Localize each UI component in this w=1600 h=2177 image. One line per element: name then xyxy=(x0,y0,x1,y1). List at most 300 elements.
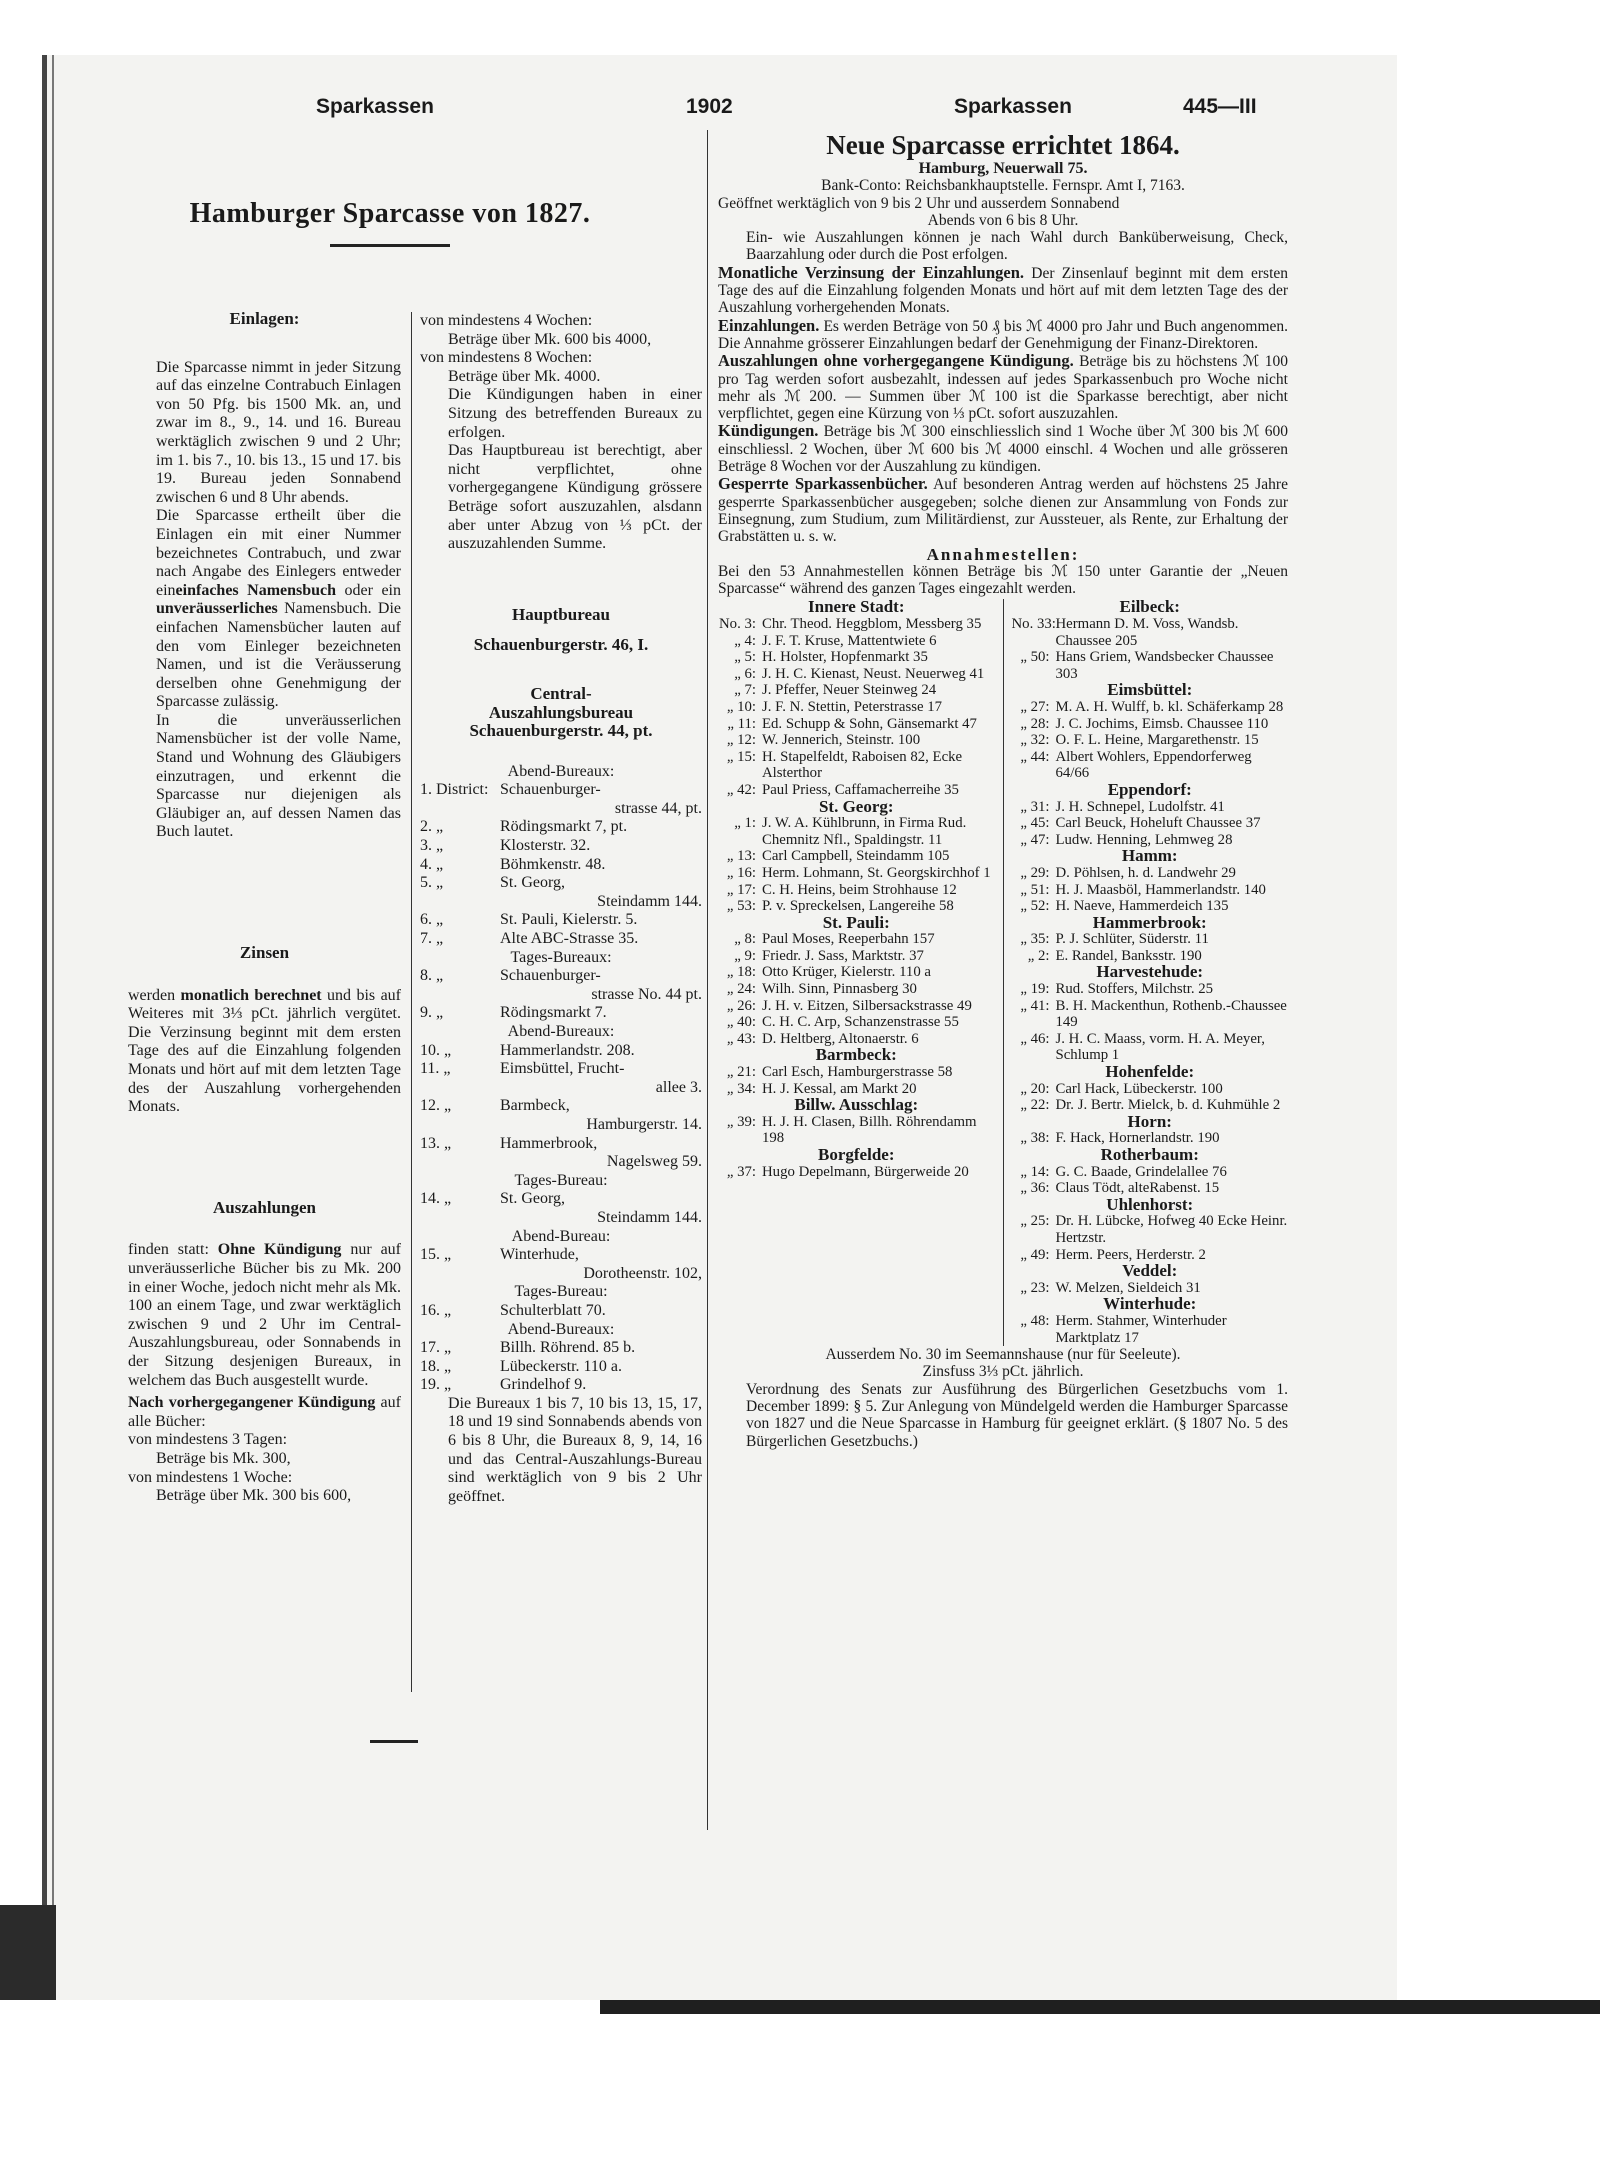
annahmestelle-number: „ 32: xyxy=(1020,732,1050,749)
annahmestelle-address: O. F. L. Heine, Margarethenstr. 15 xyxy=(1055,732,1259,749)
annahmestelle-number: „ 47: xyxy=(1020,831,1050,848)
annahmestelle-entry xyxy=(718,666,995,683)
annahmestelle-number: „ 17: xyxy=(726,881,756,898)
annahmestelle-number: „ 12: xyxy=(726,732,756,749)
bureau-address: Eimsbüttel, Frucht- xyxy=(500,1060,625,1078)
annahmestelle-number: „ 27: xyxy=(1020,698,1050,715)
bureau-entry xyxy=(420,1376,702,1395)
bureau-entry xyxy=(420,1190,702,1227)
annahmestellen-divider xyxy=(1003,599,1004,1346)
annahmestelle-number: „ 29: xyxy=(1020,864,1050,881)
bureau-number: 12. „ xyxy=(420,1097,452,1115)
bureau-number: 14. „ xyxy=(420,1190,452,1208)
district-heading: Borgfelde: xyxy=(818,1145,895,1165)
bureau-address-cont: Hamburgerstr. 14. xyxy=(586,1115,702,1133)
neue-sparcasse-title: Neue Sparcasse errichtet 1864. xyxy=(826,130,1180,160)
neue-sparcasse-address: Hamburg, Neuerwall 75. xyxy=(918,160,1088,177)
district-heading: Winterhude: xyxy=(1103,1294,1197,1314)
abend-bureaux-label-2: Abend-Bureaux: xyxy=(507,1023,615,1040)
annahmestelle-number: „ 10: xyxy=(726,698,756,715)
annahmestelle-address: F. Hack, Hornerlandstr. 190 xyxy=(1055,1130,1220,1147)
bureau-entry xyxy=(420,1004,702,1023)
annahmestelle-entry xyxy=(718,931,995,948)
annahmestelle-address: H. Naeve, Hammerdeich 135 xyxy=(1055,898,1229,915)
annahmestelle-number: „ 38: xyxy=(1020,1130,1050,1147)
annahmestelle-number: „ 40: xyxy=(726,1014,756,1031)
annahmestelle-address: B. H. Mackenthun, Rothenb.-Chaussee 149 xyxy=(1055,997,1287,1031)
annahmestelle-number: „ 22: xyxy=(1020,1097,1050,1114)
annahmestelle-address: P. v. Spreckelsen, Langereihe 58 xyxy=(762,898,954,915)
annahmestelle-address: Carl Esch, Hamburgerstrasse 58 xyxy=(762,1064,953,1081)
bureaux-list-d xyxy=(420,1339,702,1395)
verzinsung-para: Monatliche Verzinsung der Einzahlungen. Der Zinsenlauf beginnt mit dem ersten Tage des auf die Einzahlung folgenden Monats und hört auf mit dem letzten Tage des der Auszahlung vorhergehenden Monats. xyxy=(718,262,1289,317)
annahmestelle-address: E. Randel, Banksstr. 190 xyxy=(1055,947,1202,964)
annahmestelle-entry xyxy=(718,699,995,716)
annahmestelle-entry xyxy=(718,964,995,981)
bureau-number: 19. „ xyxy=(420,1376,452,1394)
bureau-number: 13. „ xyxy=(420,1134,452,1152)
annahmestelle-number: „ 2: xyxy=(1027,947,1050,964)
frist-1-woche: von mindestens 1 Woche: xyxy=(128,1468,293,1486)
hauptbureau-heading: Hauptbureau xyxy=(512,604,610,624)
contrabuch-text: Die Sparcasse ertheilt über die Einlagen ein mit einer Nummer bezeichnetes Contrabuch, und zwar nach Angabe des Einlegers entweder eineinfaches Namensbuch oder ein unveräusserliches Namensbuch. Die einfachen Namensbücher lauten auf den vom Einleger bezeichneten Namen, und ist die Veräusserung derselben ohne Genehmigung der Sparcasse zulässig. xyxy=(156,507,401,711)
oeffnungszeiten-note: Die Bureaux 1 bis 7, 10 bis 13, 15, 17, 18 und 19 sind Sonnabends abends von 6 bis 8 Uhr, die Bureaux 8, 9, 14, 16 und das Central-Auszahlungs-Bureau sind werktäglich von 9 bis 2 Uhr geöffnet. xyxy=(448,1394,702,1505)
page-number: 445—III xyxy=(1183,95,1257,118)
frist-3-tage-betrag: Beträge bis Mk. 300, xyxy=(156,1449,291,1467)
title-rule xyxy=(330,244,450,247)
district-heading: Barmbeck: xyxy=(815,1045,897,1065)
annahmestelle-entry xyxy=(718,865,995,882)
annahmestelle-address: M. A. H. Wulff, b. kl. Schäferkamp 28 xyxy=(1055,698,1284,715)
annahmestellen-col-1 xyxy=(718,599,995,1346)
annahmestelle-entry xyxy=(718,1164,995,1181)
frist-4-wochen: von mindestens 4 Wochen: xyxy=(420,312,593,329)
bureau-address-cont: strasse No. 44 pt. xyxy=(591,985,702,1003)
bureau-address: Schulterblatt 70. xyxy=(500,1301,606,1319)
annahmestelle-number: „ 34: xyxy=(726,1080,756,1097)
running-header-left: Sparkassen xyxy=(316,95,434,118)
bureau-number: 3. „ xyxy=(420,837,444,855)
district-heading: Eimsbüttel: xyxy=(1107,680,1193,700)
bureau-entry xyxy=(420,1358,702,1377)
bureau-number: 6. „ xyxy=(420,911,444,929)
annahmestelle-number: „ 44: xyxy=(1020,748,1050,765)
middle-column xyxy=(420,312,702,1506)
annahmestelle-address: Otto Krüger, Kielerstr. 110 a xyxy=(762,964,931,981)
kuendigungen-para: Kündigungen. Beträge bis ℳ 300 einschliesslich sind 1 Woche über ℳ 300 bis ℳ 600 einschliessl. 2 Wochen, über ℳ 600 bis ℳ 4000 einschl. 4 Wochen und alle grösseren Beträge 8 Wochen vor der Auszahlung zu kündigen. xyxy=(718,421,1289,476)
central-address: Schauenburgerstr. 44, pt. xyxy=(469,721,653,741)
bureau-address: Schauenburger- xyxy=(500,781,601,799)
einlagen-text: Die Sparcasse nimmt in jeder Sitzung auf das einzelne Contrabuch Einlagen von 50 Pfg. bis 1500 Mk. an, und zwar im 8., 9., 14. und 16. Bureau werktäglich zwischen 9 und 2 Uhr; im 1. bis 7., 10. bis 13., 15 und 17. bis 19. Bureau jeden Sonnabend zwischen 6 und 8 Uhr abends. xyxy=(156,358,401,506)
district-heading: St. Georg: xyxy=(818,796,894,816)
left-title: Hamburger Sparcasse von 1827. xyxy=(189,198,591,229)
left-column xyxy=(128,310,401,1506)
central-heading-1: Central- xyxy=(530,683,592,703)
tages-bureaux-label: Tages-Bureaux: xyxy=(510,948,612,966)
kuendigungen-note: Die Kündigungen haben in einer Sitzung des betreffenden Bureaux zu erfolgen. xyxy=(448,386,702,441)
column-divider-left xyxy=(411,312,412,1692)
frist-4-wochen-betrag: Beträge über Mk. 600 bis 4000, xyxy=(448,330,652,348)
annahmestelle-address: Albert Wohlers, Eppendorferweg 64/66 xyxy=(1055,748,1252,782)
annahmestelle-address: P. J. Schlüter, Süderstr. 11 xyxy=(1055,931,1209,948)
annahmestelle-entry xyxy=(1012,1164,1289,1181)
annahmestelle-number: „ 42: xyxy=(726,781,756,798)
annahmestelle-number: „ 31: xyxy=(1020,798,1050,815)
annahmestelle-address: J. Pfeffer, Neuer Steinweg 24 xyxy=(762,682,937,699)
bureaux-list-b xyxy=(420,967,702,1023)
annahmestelle-number: „ 51: xyxy=(1020,881,1050,898)
annahmestelle-address: H. J. Maasböl, Hammerlandstr. 140 xyxy=(1055,881,1266,898)
scan-bottom-edge xyxy=(600,2000,1600,2014)
annahmestelle-number: „ 43: xyxy=(726,1030,756,1047)
bureau-address: Winterhude, xyxy=(500,1246,579,1264)
annahmestelle-address: W. Jennerich, Steinstr. 100 xyxy=(762,732,921,749)
annahmestelle-address: D. Heltberg, Altonaerstr. 6 xyxy=(762,1030,919,1047)
bureau-entry xyxy=(420,1302,702,1321)
annahmestelle-number: „ 23: xyxy=(1020,1279,1050,1296)
gesperrte-heading: Gesperrte Sparkassenbücher. xyxy=(718,474,928,494)
annahmestelle-number: „ 48: xyxy=(1020,1312,1050,1329)
bureau-14 xyxy=(420,1190,702,1227)
annahmestelle-number: „ 50: xyxy=(1020,649,1050,666)
annahmestelle-entry xyxy=(718,882,995,899)
annahmestelle-number: „ 39: xyxy=(726,1113,756,1130)
annahmestelle-address: Paul Priess, Caffamacherreihe 35 xyxy=(762,781,959,798)
bureau-number: 10. „ xyxy=(420,1041,452,1059)
zinsen-heading: Zinsen xyxy=(239,943,290,963)
bureau-address: Grindelhof 9. xyxy=(500,1376,587,1394)
bureau-entry xyxy=(420,837,702,856)
district-heading: Hamm: xyxy=(1121,846,1178,866)
annahmestelle-entry xyxy=(718,1014,995,1031)
annahmestelle-entry xyxy=(1012,1213,1289,1246)
bureau-16 xyxy=(420,1302,702,1321)
annahmestelle-address: Carl Campbell, Steindamm 105 xyxy=(762,848,950,865)
annahmestelle-entry xyxy=(718,749,995,782)
bureau-number: 1. District: xyxy=(420,781,489,799)
auszahlungen-heading-right: Auszahlungen ohne vorhergegangene Kündigung. xyxy=(718,351,1074,371)
bureau-entry xyxy=(420,911,702,930)
bureau-address-cont: allee 3. xyxy=(655,1078,702,1096)
kuendigung-text: Nach vorhergegangener Kündigung auf alle Bücher: xyxy=(128,1394,401,1430)
annahmestelle-address: W. Melzen, Sieldeich 31 xyxy=(1055,1279,1201,1296)
bureau-address: Böhmkenstr. 48. xyxy=(500,855,606,873)
bureau-number: 17. „ xyxy=(420,1339,452,1357)
annahmestelle-number: „ 7: xyxy=(734,682,756,699)
bureau-number: 4. „ xyxy=(420,855,444,873)
bureau-address: Billh. Röhrend. 85 b. xyxy=(500,1339,636,1357)
district-heading: Eppendorf: xyxy=(1107,779,1192,799)
annahmestelle-entry xyxy=(718,732,995,749)
annahmestelle-number: „ 36: xyxy=(1020,1180,1050,1197)
annahmestelle-address: Carl Hack, Lübeckerstr. 100 xyxy=(1055,1080,1223,1097)
annahmestellen-text: Bei den 53 Annahmestellen können Beträge bis ℳ 150 unter Garantie der „Neuen Sparcasse“ während des ganzen Tages eingezahlt werden. xyxy=(718,562,1288,598)
annahmestelle-address: J. H. C. Kienast, Neust. Neuerweg 41 xyxy=(762,665,985,682)
frist-8-wochen-betrag: Beträge über Mk. 4000. xyxy=(448,367,601,385)
annahmestelle-entry xyxy=(718,948,995,965)
annahmestelle-entry xyxy=(718,848,995,865)
bureau-address-cont: Steindamm 144. xyxy=(597,892,702,910)
annahmestelle-address: H. J. Kessal, am Markt 20 xyxy=(762,1080,917,1097)
annahmestelle-address: Ed. Schupp & Sohn, Gänsemarkt 47 xyxy=(762,715,977,732)
annahmestelle-address: Friedr. J. Sass, Marktstr. 37 xyxy=(762,947,924,964)
bureau-address: Schauenburger- xyxy=(500,967,601,985)
annahmestellen-columns xyxy=(718,599,1288,1346)
bureau-entry xyxy=(420,1339,702,1358)
annahmestellen-col-2 xyxy=(1012,599,1289,1346)
gesperrte-para: Gesperrte Sparkassenbücher. Auf besonderen Antrag werden auf höchstens 25 Jahre gesperrte Sparkassenbücher ausgegeben; solche dienen zur Ansammlung von Fonds zur Einsegnung, zum Studium, zum Militärdienst, zur Aussteuer, als Rente, zur Erhaltung der Grabstätten u. s. w. xyxy=(718,474,1288,546)
annahmestelle-entry xyxy=(1012,998,1289,1031)
bureau-number: 5. „ xyxy=(420,874,444,892)
bureau-address: Barmbeck, xyxy=(500,1097,570,1115)
column-divider-right xyxy=(707,130,708,1830)
bureau-entry xyxy=(420,818,702,837)
abend-bureaux-label-3: Abend-Bureaux: xyxy=(507,1320,615,1338)
annahmestelle-entry xyxy=(718,815,995,848)
annahmestelle-address: Rud. Stoffers, Milchstr. 25 xyxy=(1055,981,1214,998)
annahmestelle-number: „ 35: xyxy=(1020,931,1050,948)
annahmestelle-number: „ 5: xyxy=(734,649,756,666)
annahmestelle-address: Wilh. Sinn, Pinnasberg 30 xyxy=(762,981,917,998)
annahmestelle-entry xyxy=(718,633,995,650)
bureau-number: 15. „ xyxy=(420,1246,452,1264)
annahmestelle-address: Claus Tödt, alteRabenst. 15 xyxy=(1055,1180,1220,1197)
annahmestelle-entry xyxy=(718,616,995,633)
annahmestelle-entry xyxy=(1012,799,1289,816)
district-heading: Horn: xyxy=(1127,1111,1172,1131)
bureau-address: St. Georg, xyxy=(500,1190,566,1208)
hauptbureau-note: Das Hauptbureau ist berechtigt, aber nicht verpflichtet, ohne vorhergegangene Kündigung grössere Beträge sofort auszuzahlen, alsdann aber unter Abzug von ⅓ pCt. der auszuzahlenden Summe. xyxy=(448,442,702,553)
einzahlungen-para: Einzahlungen. Es werden Beträge von 50 ₰ bis ℳ 4000 pro Jahr und Buch angenommen. Die Annahme grösserer Einzahlungen bedarf der Genehmigung der Finanz-Direktoren. xyxy=(718,315,1289,352)
bureau-address: Hammerlandstr. 208. xyxy=(500,1041,635,1059)
hauptbureau-address: Schauenburgerstr. 46, I. xyxy=(473,635,649,655)
district-heading: Uhlenhorst: xyxy=(1106,1194,1194,1214)
verzinsung-heading: Monatliche Verzinsung der Einzahlungen. xyxy=(718,262,1025,282)
end-rule xyxy=(370,1740,418,1743)
annahmestelle-address: Herm. Stahmer, Winterhuder Marktplatz 17 xyxy=(1055,1312,1227,1346)
unveraeusserlich-text: In die unveräusserlichen Namensbücher ist der volle Name, Stand und Wohnung des Gläubigers einzutragen, und erkennt die Sparcasse nur diejenigen als Gläubiger an, auf dessen Namen das Buch lautet. xyxy=(156,711,401,841)
bureau-address-cont: Steindamm 144. xyxy=(597,1208,702,1226)
bureau-entry xyxy=(420,874,702,911)
bureau-entry xyxy=(420,781,702,818)
bureau-number: 7. „ xyxy=(420,930,444,948)
bureau-entry xyxy=(420,1060,702,1097)
annahmestelle-number: No. 33: xyxy=(1011,616,1056,633)
district-heading: St. Pauli: xyxy=(822,912,890,932)
annahmestelle-entry xyxy=(718,981,995,998)
annahmestelle-address: J. H. v. Eitzen, Silbersackstrasse 49 xyxy=(762,997,972,1014)
zinsen-text: werden monatlich berechnet und bis auf Weiteres mit 3⅓ pCt. jährlich vergütet. Die Verzinsung beginnt mit dem ersten Tage des auf die Einzahlung folgenden Monats und hört auf mit dem letzten Tage des der Auszahlung vorhergehenden Monats. xyxy=(128,986,401,1116)
scan-edge-mark xyxy=(0,1905,56,2000)
annahmestelle-entry xyxy=(1012,749,1289,782)
running-header-year: 1902 xyxy=(686,95,733,118)
auszahlungen-heading: Auszahlungen xyxy=(213,1197,316,1217)
district-heading: Hammerbrook: xyxy=(1092,912,1207,932)
annahmestelle-number: „ 24: xyxy=(726,981,756,998)
auszahlungen-para: Auszahlungen ohne vorhergegangene Kündigung. Beträge bis zu höchstens ℳ 100 pro Tag werden sofort ausbezahlt, indessen auf jedes Sparkassenbuch pro Woche nicht mehr als ℳ 200. — Summen über ℳ 100 ist die Sparkasse berechtigt, aber nicht verpflichtet, gegen eine Kürzung von ⅓ pCt. sofort auszuzahlen. xyxy=(718,351,1289,423)
bureau-address: Rödingsmarkt 7, pt. xyxy=(500,818,628,836)
annahmestelle-number: „ 6: xyxy=(734,665,756,682)
bureau-address: St. Georg, xyxy=(500,874,566,892)
annahmestelle-address: J. F. T. Kruse, Mattentwiete 6 xyxy=(762,632,937,649)
ausserdem-note: Ausserdem No. 30 im Seemannshause (nur für Seeleute). xyxy=(825,1346,1181,1364)
annahmestelle-number: „ 11: xyxy=(727,715,756,732)
annahmestelle-entry xyxy=(1012,649,1289,682)
annahmestelle-number: „ 16: xyxy=(726,864,756,881)
frist-3-tage: von mindestens 3 Tagen: xyxy=(128,1431,288,1449)
annahmestelle-address: J. H. C. Maass, vorm. H. A. Meyer, Schlump 1 xyxy=(1055,1030,1265,1064)
annahmestelle-entry xyxy=(1012,1313,1289,1346)
bank-conto: Bank-Conto: Reichsbankhauptstelle. Fernspr. Amt I, 7163. xyxy=(821,177,1185,195)
annahmestelle-number: „ 41: xyxy=(1020,997,1050,1014)
annahmestelle-entry xyxy=(718,682,995,699)
annahmestelle-number: „ 45: xyxy=(1020,815,1050,832)
bureau-address-cont: Dorotheenstr. 102, xyxy=(583,1264,702,1282)
annahmestelle-number: „ 19: xyxy=(1020,981,1050,998)
frist-1-woche-betrag: Beträge über Mk. 300 bis 600, xyxy=(156,1487,352,1505)
annahmestelle-address: Herm. Lohmann, St. Georgskirchhof 1 xyxy=(762,864,991,881)
bureau-number: 18. „ xyxy=(420,1357,452,1375)
running-header-right: Sparkassen xyxy=(954,95,1072,118)
book-spine-inner xyxy=(52,55,54,2000)
annahmestelle-entry xyxy=(718,1064,995,1081)
bureau-entry xyxy=(420,1097,702,1134)
annahmestelle-address: C. H. Heins, beim Strohhause 12 xyxy=(762,881,957,898)
annahmestelle-entry xyxy=(1012,699,1289,716)
right-section xyxy=(718,130,1288,1450)
annahmestelle-entry xyxy=(1012,981,1289,998)
bureau-number: 8. „ xyxy=(420,967,444,985)
annahmestelle-number: „ 25: xyxy=(1020,1213,1050,1230)
annahmestelle-address: J. C. Jochims, Eimsb. Chaussee 110 xyxy=(1055,715,1269,732)
oeffnungszeiten-2: Abends von 6 bis 8 Uhr. xyxy=(927,211,1079,229)
annahmestelle-entry xyxy=(718,649,995,666)
annahmestelle-number: „ 1: xyxy=(734,815,756,832)
zinsfuss-note: Zinsfuss 3⅓ pCt. jährlich. xyxy=(922,1363,1084,1381)
annahmestelle-entry xyxy=(1012,1031,1289,1064)
central-heading-2: Auszahlungsbureau xyxy=(488,702,634,722)
district-heading: Eilbeck: xyxy=(1119,597,1180,617)
annahmestelle-address: G. C. Baade, Grindelallee 76 xyxy=(1055,1163,1227,1180)
bureau-address: Klosterstr. 32. xyxy=(500,837,591,855)
annahmestelle-number: „ 13: xyxy=(726,848,756,865)
annahmestelle-address: Carl Beuck, Hoheluft Chaussee 37 xyxy=(1055,815,1261,832)
annahmestelle-address: Hugo Depelmann, Bürgerweide 20 xyxy=(762,1163,969,1180)
annahmestelle-address: Dr. H. Lübcke, Hofweg 40 Ecke Heinr. Hertzstr. xyxy=(1055,1213,1288,1246)
auszahlungen-text: finden statt: Ohne Kündigung nur auf unveräusserliche Bücher bis zu Mk. 200 in einer Woche, jedoch nicht mehr als Mk. 100 an einem Tage, und zwar werktäglich zwischen 9 und 2 Uhr im Central-Auszahlungsbureau, oder Sonnabends in der Sitzung desjenigen Bureaux, in welchem das Buch ausgestellt wurde. xyxy=(128,1241,402,1389)
district-heading: Billw. Ausschlag: xyxy=(794,1095,919,1115)
annahmestelle-entry xyxy=(718,998,995,1015)
annahmestelle-entry xyxy=(718,1114,995,1147)
annahmestelle-address: Hans Griem, Wandsbecker Chaussee 303 xyxy=(1055,649,1274,682)
annahmestelle-number: „ 53: xyxy=(726,898,756,915)
annahmestelle-number: „ 18: xyxy=(726,964,756,981)
district-heading: Harvestehude: xyxy=(1096,962,1204,982)
annahmestelle-address: J. H. Schnepel, Ludolfstr. 41 xyxy=(1055,798,1225,815)
left-title-block xyxy=(120,198,660,247)
bureau-address: Rödingsmarkt 7. xyxy=(500,1004,607,1022)
annahmestelle-entry xyxy=(1012,882,1289,899)
district-heading: Hohenfelde: xyxy=(1105,1062,1195,1082)
annahmestelle-number: „ 4: xyxy=(734,632,756,649)
book-spine xyxy=(42,55,47,2000)
annahmestelle-entry xyxy=(1012,716,1289,733)
annahmestelle-number: „ 21: xyxy=(726,1064,756,1081)
district-heading: Veddel: xyxy=(1122,1261,1178,1281)
zahlungswege: Ein- wie Auszahlungen können je nach Wahl durch Banküberweisung, Check, Baarzahlung oder durch die Post erfolgen. xyxy=(746,229,1288,264)
annahmestelle-number: „ 26: xyxy=(726,997,756,1014)
annahmestelle-address: J. F. N. Stettin, Peterstrasse 17 xyxy=(762,698,943,715)
abend-bureaux-label: Abend-Bureaux: xyxy=(507,762,615,780)
bureau-entry xyxy=(420,1246,702,1283)
frist-8-wochen: von mindestens 8 Wochen: xyxy=(420,349,593,367)
annahmestelle-address: Hermann D. M. Voss, Wandsb. Chaussee 205 xyxy=(1055,616,1239,649)
bureau-number: 2. „ xyxy=(420,818,444,836)
annahmestelle-number: „ 46: xyxy=(1020,1030,1050,1047)
annahmestelle-address: Ludw. Henning, Lehmweg 28 xyxy=(1055,831,1233,848)
annahmestelle-number: „ 15: xyxy=(726,748,756,765)
annahmestelle-number: „ 52: xyxy=(1020,898,1050,915)
bureau-entry xyxy=(420,930,702,949)
annahmestelle-address: Chr. Theod. Heggblom, Messberg 35 xyxy=(762,616,982,633)
tages-bureau-label: Tages-Bureau: xyxy=(514,1171,608,1189)
bureau-15 xyxy=(420,1246,702,1283)
bureau-address-cont: Nagelsweg 59. xyxy=(606,1153,702,1171)
annahmestelle-entry xyxy=(1012,616,1289,649)
annahmestelle-number: „ 14: xyxy=(1020,1163,1050,1180)
oeffnungszeiten-1: Geöffnet werktäglich von 9 bis 2 Uhr und ausserdem Sonnabend xyxy=(718,194,1120,212)
annahmestellen-heading: Annahmestellen: xyxy=(926,544,1080,564)
verordnung-note: Verordnung des Senats zur Ausführung des Bürgerlichen Gesetzbuchs vom 1. December 1899: § 5. Zur Anlegung von Mündelgeld werden die Hamburger Sparcasse von 1827 und die Neue Sparcasse in Hamburg für geeignet erklärt. (§ 1807 No. 5 des Bürgerlichen Gesetzbuchs.) xyxy=(746,1380,1288,1450)
district-heading: Rotherbaum: xyxy=(1100,1145,1199,1165)
bureau-address: Hammerbrook, xyxy=(500,1134,598,1152)
bureaux-list-c xyxy=(420,1042,702,1172)
bureau-address: Lübeckerstr. 110 a. xyxy=(500,1357,623,1375)
kuendigungen-heading: Kündigungen. xyxy=(718,421,819,441)
annahmestelle-entry xyxy=(1012,815,1289,832)
annahmestelle-address: D. Pöhlsen, h. d. Landwehr 29 xyxy=(1055,864,1236,881)
annahmestelle-entry xyxy=(718,716,995,733)
einlagen-heading: Einlagen: xyxy=(229,309,300,328)
annahmestelle-address: Herm. Peers, Herderstr. 2 xyxy=(1055,1246,1206,1263)
annahmestelle-entry xyxy=(1012,732,1289,749)
bureau-address: St. Pauli, Kielerstr. 5. xyxy=(500,911,638,929)
district-heading: Innere Stadt: xyxy=(808,597,905,617)
bureau-entry xyxy=(420,856,702,875)
bureau-address-cont: strasse 44, pt. xyxy=(614,799,702,817)
annahmestelle-number: No. 3: xyxy=(719,616,756,633)
annahmestelle-entry xyxy=(1012,865,1289,882)
annahmestelle-number: „ 28: xyxy=(1020,715,1050,732)
annahmestelle-address: H. Holster, Hopfenmarkt 35 xyxy=(762,649,928,666)
annahmestelle-address: Paul Moses, Reeperbahn 157 xyxy=(762,931,935,948)
annahmestelle-address: J. W. A. Kühlbrunn, in Firma Rud. Chemnitz Nfl., Spaldingstr. 11 xyxy=(762,815,967,848)
bureau-entry xyxy=(420,967,702,1004)
annahmestelle-address: H. Stapelfeldt, Raboisen 82, Ecke Alsterthor xyxy=(762,748,963,782)
einzahlungen-heading: Einzahlungen. xyxy=(718,315,820,335)
bureau-number: 16. „ xyxy=(420,1301,452,1319)
bureaux-list-a xyxy=(420,781,702,948)
tages-bureau-label-2: Tages-Bureau: xyxy=(514,1283,608,1301)
bureau-address: Alte ABC-Strasse 35. xyxy=(500,930,639,948)
bureau-number: 9. „ xyxy=(420,1004,444,1022)
annahmestelle-number: „ 49: xyxy=(1020,1246,1050,1263)
annahmestelle-address: C. H. C. Arp, Schanzenstrasse 55 xyxy=(762,1014,959,1031)
annahmestelle-address: Dr. J. Bertr. Mielck, b. d. Kuhmühle 2 xyxy=(1055,1097,1281,1114)
annahmestelle-number: „ 9: xyxy=(734,947,756,964)
annahmestelle-number: „ 37: xyxy=(726,1163,756,1180)
annahmestelle-number: „ 8: xyxy=(734,931,756,948)
